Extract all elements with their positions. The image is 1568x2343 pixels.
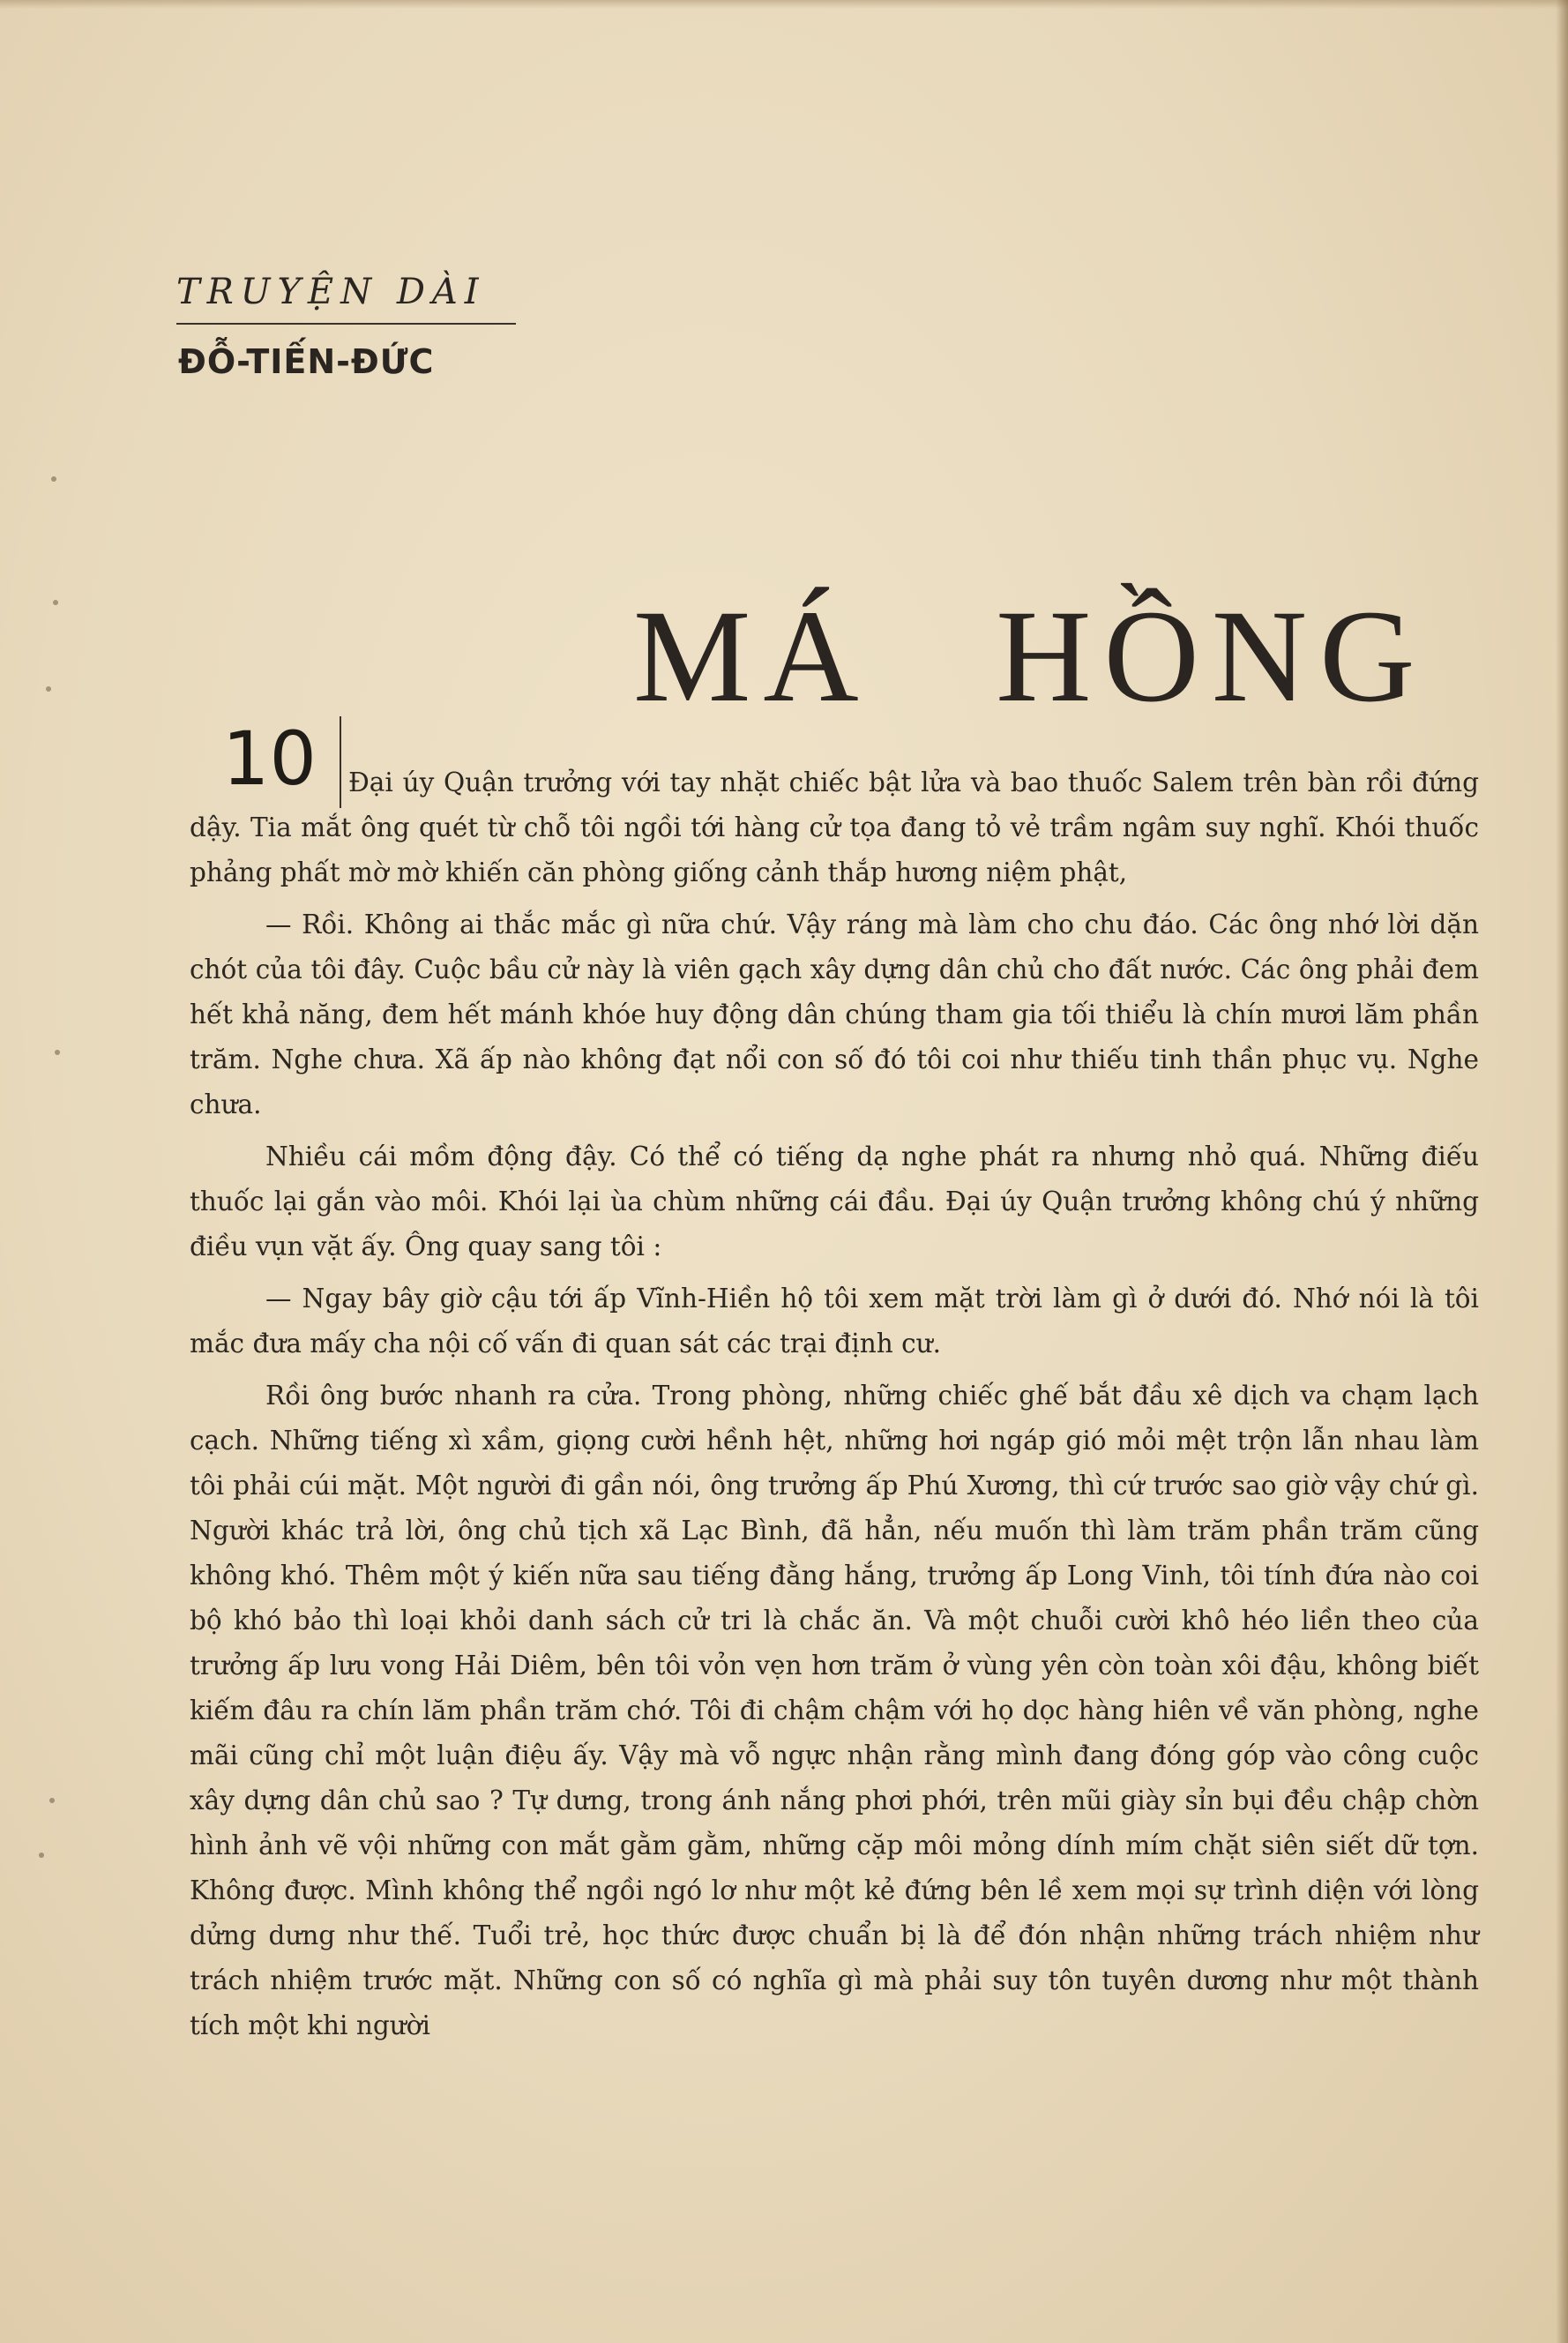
chapter-number: 10 [222,715,317,802]
paragraph: Nhiều cái mồm động đậy. Có thể có tiếng dạ nghe phát ra nhưng nhỏ quá. Những điếu thuốc lại gắn vào môi. Khói lại ùa chùm những cái đầu. Đại úy Quận trưởng không chú ý những điều vụn vặt ấy. Ông quay sang tôi : [190,1142,1479,1261]
section-divider [176,323,516,325]
paragraph: Đại úy Quận trưởng với tay nhặt chiếc bật lửa và bao thuốc Salem trên bàn rồi đứng dậy. Tia mắt ông quét từ chỗ tôi ngồi tới hàng cử tọa đang tỏ vẻ trầm ngâm suy nghĩ. Khói thuốc phảng phất mờ mờ khiến căn phòng giống cảnh thắp hương niệm phật, [190,767,1479,887]
paper-speck [49,1798,55,1803]
paragraph: Rồi ông bước nhanh ra cửa. Trong phòng, những chiếc ghế bắt đầu xê dịch va chạm lạch cạch. Những tiếng xì xầm, giọng cười hềnh hệt, những hơi ngáp gió mỏi mệt trộn lẫn nhau làm tôi phải cúi mặt. Một người đi gần nói, ông trưởng ấp Phú Xương, thì cứ trước sao giờ vậy chứ gì. Người khác trả lời, ông chủ tịch xã Lạc Bình, đã hẳn, nếu muốn thì làm trăm phần trăm cũng không khó. Thêm một ý kiến nữa sau tiếng đằng hắng, trưởng ấp Long Vinh, tôi tính đứa nào coi bộ khó bảo thì loại khỏi danh sách cử tri là chắc ăn. Và một chuỗi cười khô héo liền theo của trưởng ấp lưu vong Hải Diêm, bên tôi vỏn vẹn hơn trăm ở vùng yên còn toàn xôi đậu, không biết kiếm đâu ra chín lăm phần trăm chớ. Tôi đi chậm chậm với họ dọc hàng hiên về văn phòng, nghe mãi cũng chỉ một luận điệu ấy. Vậy mà vỗ ngực nhận rằng mình đang đóng góp vào công cuộc xây dựng dân chủ sao ? Tự dưng, trong ánh nắng phơi phới, trên mũi giày sỉn bụi đều chập chờn hình ảnh vẽ vội những con mắt gằm gằm, những cặp môi mỏng dính mím chặt siên siết dữ tợn. Không được. Mình không thể ngồi ngó lơ như một kẻ đứng bên lề xem mọi sự trình diện với lòng dửng dưng như thế. Tuổi trẻ, học thức được chuẩn bị là để đón nhận những trách nhiệm như trách nhiệm trước mặt. Những con số có nghĩa gì mà phải suy tôn tuyên dương như một thành tích một khi người [190,1381,1479,2040]
story-body [190,760,1479,2055]
paragraph: — Ngay bây giờ cậu tới ấp Vĩnh-Hiền hộ tôi xem mặt trời làm gì ở dưới đó. Nhớ nói là tôi mắc đưa mấy cha nội cố vấn đi quan sát các trại định cư. [190,1284,1479,1359]
section-label: TRUYỆN DÀI [176,272,486,312]
paper-edge-right [1556,0,1568,2343]
paper-speck [55,1050,60,1055]
paragraph: — Rồi. Không ai thắc mắc gì nữa chứ. Vậy ráng mà làm cho chu đáo. Các ông nhớ lời dặn chót của tôi đây. Cuộc bầu cử này là viên gạch xây dựng dân chủ cho đất nước. Các ông phải đem hết khả năng, đem hết mánh khóe huy động dân chúng tham gia tối thiểu là chín mươi lăm phần trăm. Nghe chưa. Xã ấp nào không đạt nổi con số đó tôi coi như thiếu tinh thần phục vụ. Nghe chưa. [190,910,1479,1119]
paper-speck [51,476,56,482]
paper-speck [46,686,51,692]
author-name: ĐỖ-TIẾN-ĐỨC [178,342,435,381]
paper-edge-top [0,0,1568,9]
story-title: MÁ HỒNG [633,582,1428,730]
paper-speck [39,1853,44,1858]
paper-speck [53,600,58,605]
